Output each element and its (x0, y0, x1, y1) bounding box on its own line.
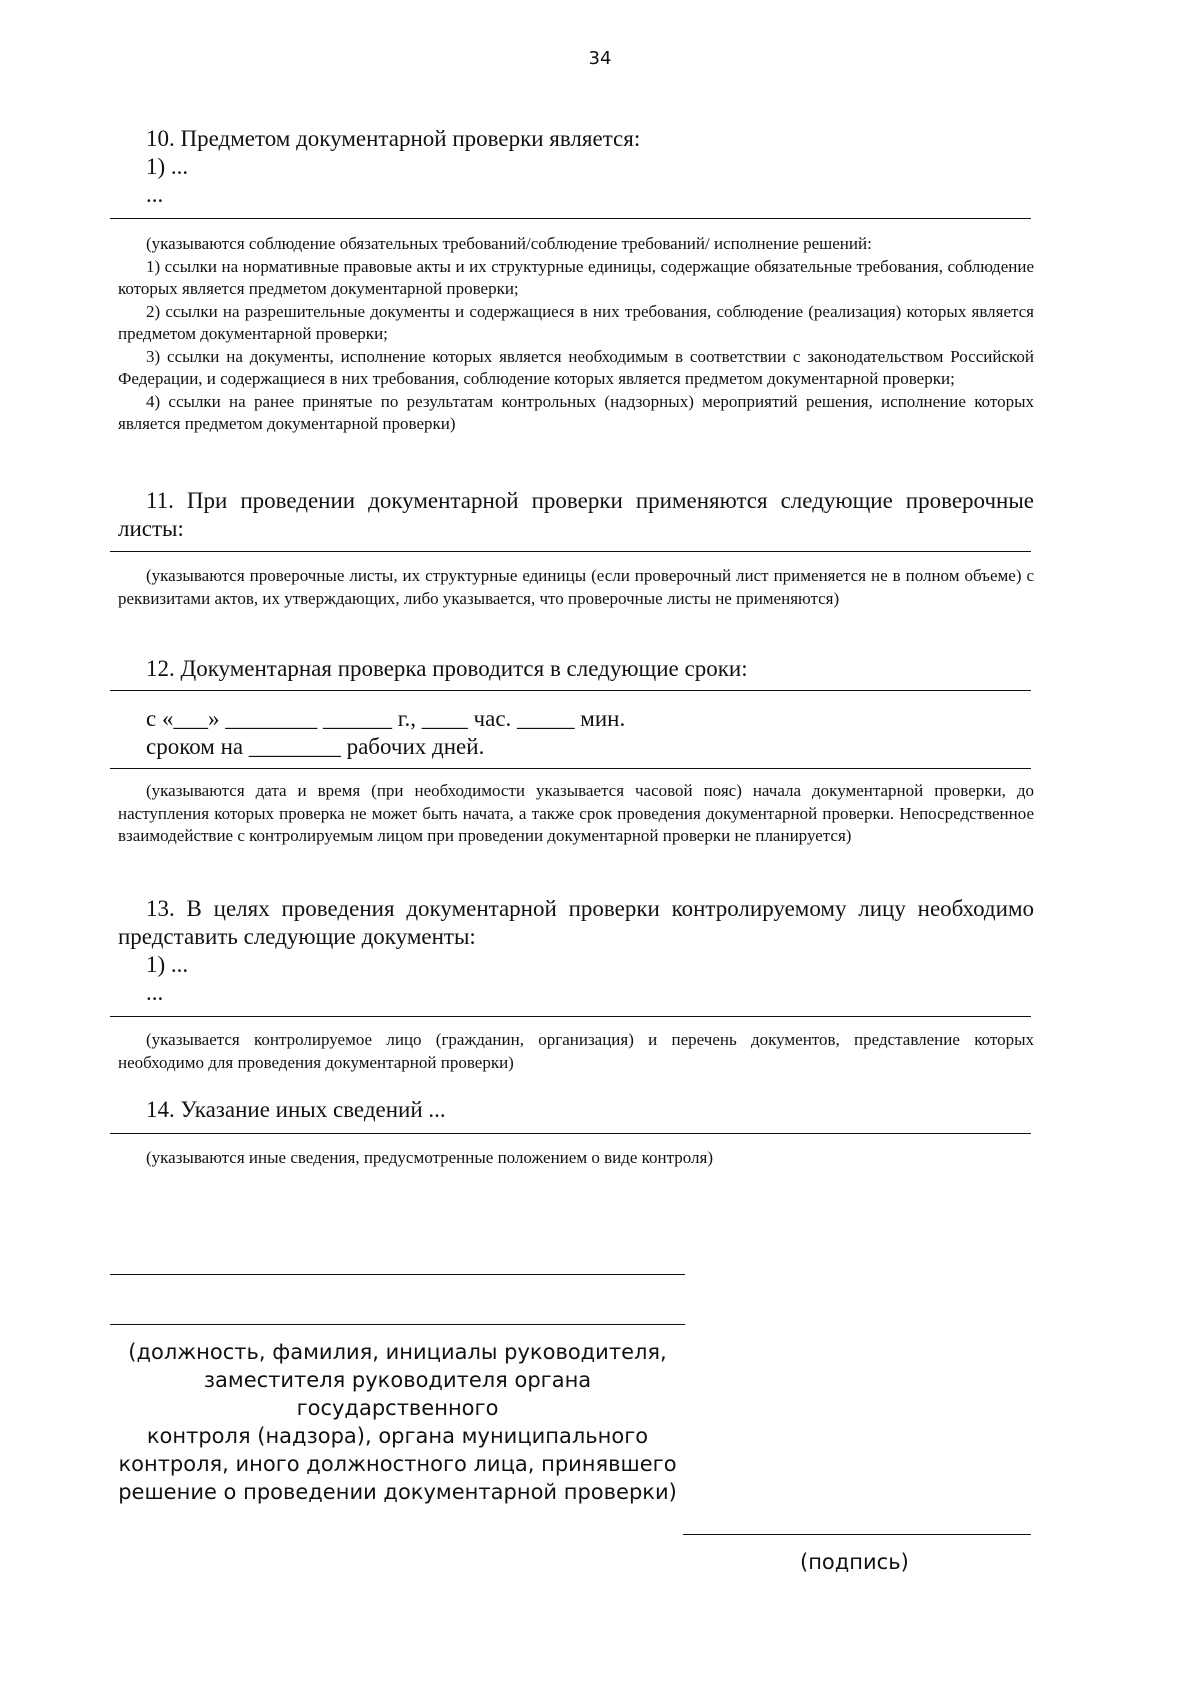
start-date-line: с «___» ________ ______ г., ____ час. _____ мин. (146, 706, 626, 731)
section-12-top-line (110, 690, 1031, 691)
section-11-note-text: (указываются проверочные листы, их структурные единицы (если проверочный лист применяется не в полном объеме) с реквизитами актов, их утверждающих, либо указывается, что проверочные листы не применяются) (118, 566, 1034, 608)
section-12-note (118, 780, 1034, 848)
section-13-fill-line (110, 1016, 1031, 1017)
signature-line (683, 1534, 1031, 1535)
section-13-note (118, 1029, 1034, 1074)
section-13-title: 13. В целях проведения документарной проверки контролируемому лицу необходимо представить следующие документы: (118, 896, 1034, 949)
official-caption-line: контроля (надзора), органа муниципального (146, 1424, 649, 1448)
signature-label: (подпись) (800, 1550, 909, 1574)
section-10-note-line: 3) ссылки на документы, исполнение которых является необходимым в соответствии с законодательством Российской Федерации, и содержащиеся в них требования, соблюдение которых является предметом документарной проверки; (118, 346, 1034, 388)
official-caption-line: контроля, иного должностного лица, принявшего (118, 1452, 677, 1476)
section-10-note-line: 4) ссылки на ранее принятые по результатам контрольных (надзорных) мероприятий решения, исполнение которых является предметом документарной проверки) (118, 391, 1034, 433)
official-caption-line: заместителя руководителя органа государственного (203, 1368, 592, 1420)
page-number: 34 (588, 48, 612, 69)
section-11-fill-line (110, 551, 1031, 552)
section-11-note (118, 565, 1034, 610)
section-14-title: 14. Указание иных сведений ... (146, 1097, 446, 1122)
section-10-note-line: 2) ссылки на разрешительные документы и содержащиеся в них требования, соблюдение (реализация) которых является предметом документарной проверки; (118, 301, 1034, 343)
section-12-title: 12. Документарная проверка проводится в следующие сроки: (146, 656, 748, 681)
section-12-bottom-line (110, 768, 1031, 769)
official-caption-line: решение о проведении документарной проверки) (118, 1480, 677, 1504)
section-13-item-1: 1) ... (146, 952, 189, 977)
official-caption-line: (должность, фамилия, инициалы руководителя, (128, 1340, 667, 1364)
official-caption (110, 1338, 685, 1506)
section-10-item-1: 1) ... (146, 154, 189, 179)
section-11 (118, 487, 1034, 543)
section-10-title: 10. Предметом документарной проверки является: (146, 126, 641, 151)
section-10-note-line: 1) ссылки на нормативные правовые акты и их структурные единицы, содержащие обязательные требования, соблюдение которых является предметом документарной проверки; (118, 256, 1034, 298)
section-13-ellipsis: ... (146, 980, 164, 1005)
official-signature-line-2 (110, 1324, 685, 1325)
section-12-note-text: (указываются дата и время (при необходимости указывается часовой пояс) начала документарной проверки, до наступления которых проверка не может быть начата, а также срок проведения документарной проверки. Непосредственное взаимодействие с контролируемым лицом при проведении документарной проверки не планируется) (118, 781, 1034, 845)
section-14-fill-line (110, 1133, 1031, 1134)
duration-line: сроком на ________ рабочих дней. (146, 734, 485, 759)
section-13-note-text: (указывается контролируемое лицо (гражданин, организация) и перечень документов, представление которых необходимо для проведения документарной проверки) (118, 1030, 1034, 1072)
section-10-ellipsis: ... (146, 182, 164, 207)
section-10 (118, 125, 1034, 209)
official-signature-line-1 (110, 1274, 685, 1275)
section-14 (118, 1096, 1034, 1124)
section-14-note (118, 1147, 1034, 1170)
section-13 (118, 895, 1034, 1007)
section-10-note (118, 233, 1034, 436)
section-12 (118, 655, 1034, 683)
section-10-fill-line (110, 218, 1031, 219)
section-11-title: 11. При проведении документарной проверки применяются следующие проверочные листы: (118, 488, 1034, 541)
section-12-dates (118, 705, 1034, 761)
section-14-note-text: (указываются иные сведения, предусмотренные положением о виде контроля) (146, 1148, 714, 1167)
section-10-note-line: (указываются соблюдение обязательных требований/соблюдение требований/ исполнение решений: (146, 234, 872, 253)
